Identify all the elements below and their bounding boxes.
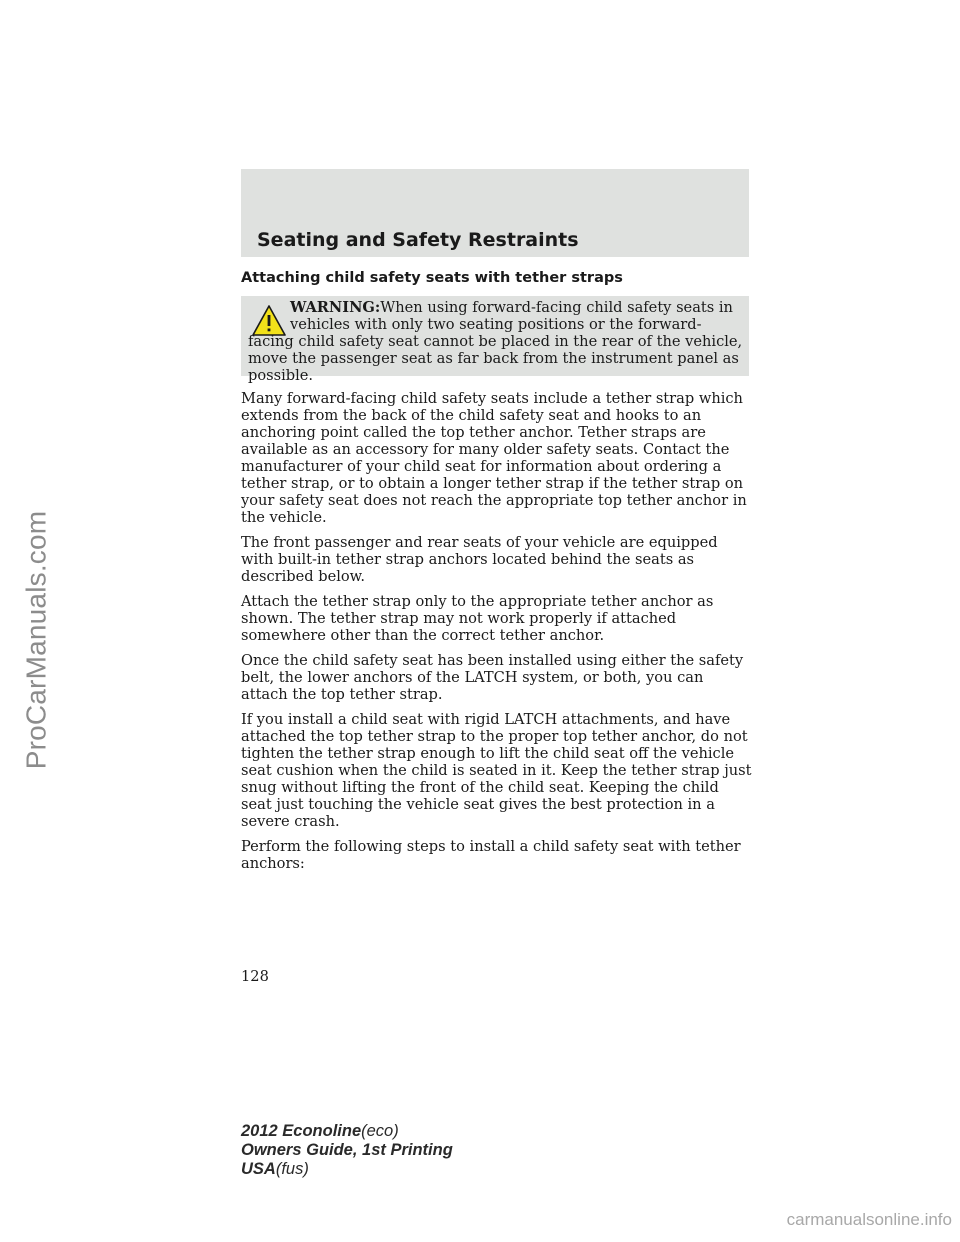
warning-body: When using forward-facing child safety seats in vehicles with only two seating positions or the forward-facing child safety seat cannot be placed in the rear of the vehicle, move the passenger seat as far back from the instrument panel as possible. — [248, 299, 743, 384]
body-text — [241, 390, 753, 880]
paragraph: Perform the following steps to install a child safety seat with tether anchors: — [241, 838, 741, 872]
warning-text — [248, 299, 744, 384]
watermark-text: ProCarManuals.com — [20, 510, 52, 770]
paragraph: Once the child safety seat has been installed using either the safety belt, the lower anchors of the LATCH system, or both, you can attach the top tether strap. — [241, 652, 744, 703]
footer-model: 2012 Econoline — [241, 1122, 362, 1140]
footer-market-code: (fus) — [275, 1160, 309, 1178]
paragraph: The front passenger and rear seats of your vehicle are equipped with built-in tether strap anchors located behind the seats as described below. — [241, 534, 718, 585]
warning-box — [241, 296, 749, 384]
page-number: 128 — [241, 968, 269, 985]
warning-label: WARNING: — [290, 299, 381, 316]
paragraph: Attach the tether strap only to the appropriate tether anchor as shown. The tether strap may not work properly if attached somewhere other than the correct tether anchor. — [241, 593, 714, 644]
site-credit: carmanualsonline.info — [786, 1210, 952, 1229]
footer-market: USA — [241, 1160, 276, 1178]
paragraph: Many forward-facing child safety seats include a tether strap which extends from the back of the child safety seat and hooks to an anchoring point called the top tether anchor. Tether straps are available as an accessory for many older safety seats. Contact the manufacturer of your child seat for information about ordering a tether strap, or to obtain a longer tether strap if the tether strap on your safety seat does not reach the appropriate top tether anchor in the vehicle. — [241, 390, 747, 526]
section-heading: Attaching child safety seats with tether straps — [241, 270, 623, 286]
document-footer — [241, 1122, 453, 1179]
footer-edition: Owners Guide, 1st Printing — [241, 1141, 453, 1159]
footer-model-code: (eco) — [361, 1122, 399, 1140]
chapter-title: Seating and Safety Restraints — [257, 229, 579, 251]
watermark — [6, 360, 66, 920]
chapter-header — [241, 169, 749, 257]
paragraph: If you install a child seat with rigid LATCH attachments, and have attached the top tether strap to the proper top tether anchor, do not tighten the tether strap enough to lift the child seat off the vehicle seat cushion when the child is seated in it. Keep the tether strap just snug without lifting the front of the child seat. Keeping the child seat just touching the vehicle seat gives the best protection in a severe crash. — [241, 711, 752, 830]
